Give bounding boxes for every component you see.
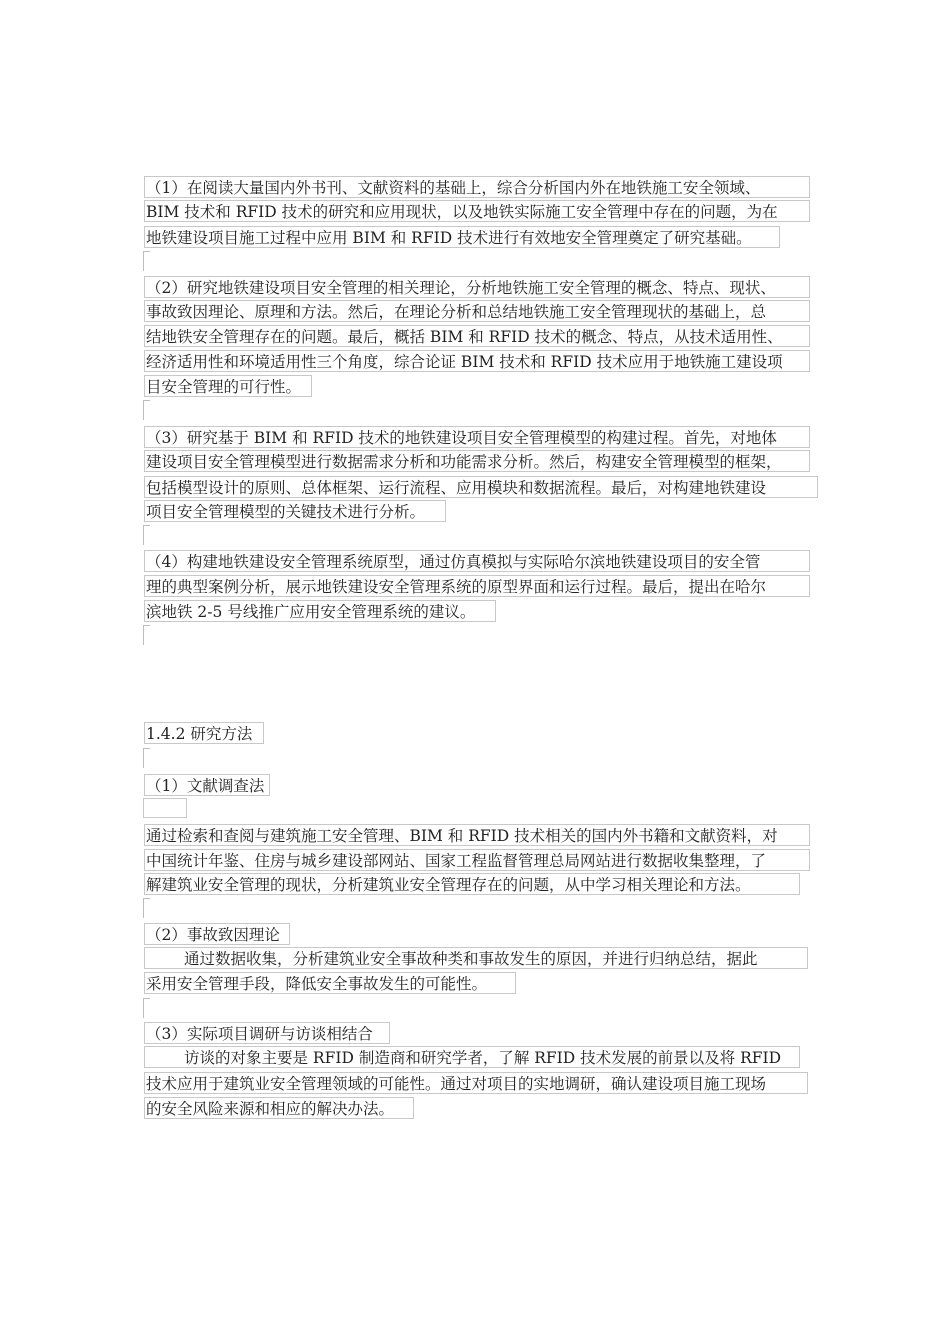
method-1-line-1: 通过检索和查阅与建筑施工安全管理、BIM 和 RFID 技术相关的国内外书籍和文献资料，对 <box>144 824 810 846</box>
paragraph-4-line-3: 滨地铁 2-5 号线推广应用安全管理系统的建议。 <box>144 600 496 622</box>
paragraph-marker <box>143 525 150 545</box>
paragraph-4-line-2: 理的典型案例分析，展示地铁建设安全管理系统的原型界面和运行过程。最后，提出在哈尔 <box>144 575 810 597</box>
paragraph-2-line-1: （2）研究地铁建设项目安全管理的相关理论，分析地铁施工安全管理的概念、特点、现状、 <box>144 276 810 298</box>
method-2-line-1: 通过数据收集，分析建筑业安全事故种类和事故发生的原因，并进行归纳总结，据此 <box>144 947 808 969</box>
method-1-title: （1）文献调查法 <box>144 774 270 796</box>
paragraph-1-line-1: （1）在阅读大量国内外书刊、文献资料的基础上，综合分析国内外在地铁施工安全领域、 <box>144 176 810 198</box>
paragraph-2-line-3: 结地铁安全管理存在的问题。最后，概括 BIM 和 RFID 技术的概念、特点，从技术适用性、 <box>144 325 810 347</box>
method-3-line-1: 访谈的对象主要是 RFID 制造商和研究学者，了解 RFID 技术发展的前景以及将 RFID <box>144 1046 800 1068</box>
method-1-line-3: 解建筑业安全管理的现状，分析建筑业安全管理存在的问题，从中学习相关理论和方法。 <box>144 873 800 895</box>
section-heading: 1.4.2 研究方法 <box>144 722 264 744</box>
paragraph-marker <box>143 748 150 768</box>
paragraph-1-line-2: BIM 技术和 RFID 技术的研究和应用现状，以及地铁实际施工安全管理中存在的问题，为在 <box>144 200 810 222</box>
paragraph-marker <box>143 251 150 271</box>
paragraph-2-line-4: 经济适用性和环境适用性三个角度，综合论证 BIM 技术和 RFID 技术应用于地铁施工建设项 <box>144 350 810 372</box>
paragraph-3-line-3: 包括模型设计的原则、总体框架、运行流程、应用模块和数据流程。最后，对构建地铁建设 <box>144 476 818 498</box>
method-3-title: （3）实际项目调研与访谈相结合 <box>144 1022 390 1044</box>
paragraph-1-line-3: 地铁建设项目施工过程中应用 BIM 和 RFID 技术进行有效地安全管理奠定了研究基础。 <box>144 226 780 248</box>
method-3-line-2: 技术应用于建筑业安全管理领域的可能性。通过对项目的实地调研，确认建设项目施工现场 <box>144 1072 808 1094</box>
paragraph-3-line-1: （3）研究基于 BIM 和 RFID 技术的地铁建设项目安全管理模型的构建过程。首先，对地体 <box>144 426 810 448</box>
paragraph-marker <box>143 898 150 918</box>
paragraph-marker <box>143 998 150 1018</box>
paragraph-2-line-5: 目安全管理的可行性。 <box>144 375 312 397</box>
method-2-line-2: 采用安全管理手段，降低安全事故发生的可能性。 <box>144 972 516 994</box>
paragraph-2-line-2: 事故致因理论、原理和方法。然后，在理论分析和总结地铁施工安全管理现状的基础上，总 <box>144 300 810 322</box>
paragraph-marker <box>143 625 150 645</box>
empty-line-box <box>143 798 187 818</box>
paragraph-marker <box>143 400 150 420</box>
paragraph-4-line-1: （4）构建地铁建设安全管理系统原型，通过仿真模拟与实际哈尔滨地铁建设项目的安全管 <box>144 550 810 572</box>
method-2-title: （2）事故致因理论 <box>144 923 290 945</box>
method-1-line-2: 中国统计年鉴、住房与城乡建设部网站、国家工程监督管理总局网站进行数据收集整理，了 <box>144 849 810 871</box>
paragraph-3-line-2: 建设项目安全管理模型进行数据需求分析和功能需求分析。然后，构建安全管理模型的框架， <box>144 450 810 472</box>
paragraph-3-line-4: 项目安全管理模型的关键技术进行分析。 <box>144 500 446 522</box>
method-3-line-3: 的安全风险来源和相应的解决办法。 <box>144 1097 414 1119</box>
